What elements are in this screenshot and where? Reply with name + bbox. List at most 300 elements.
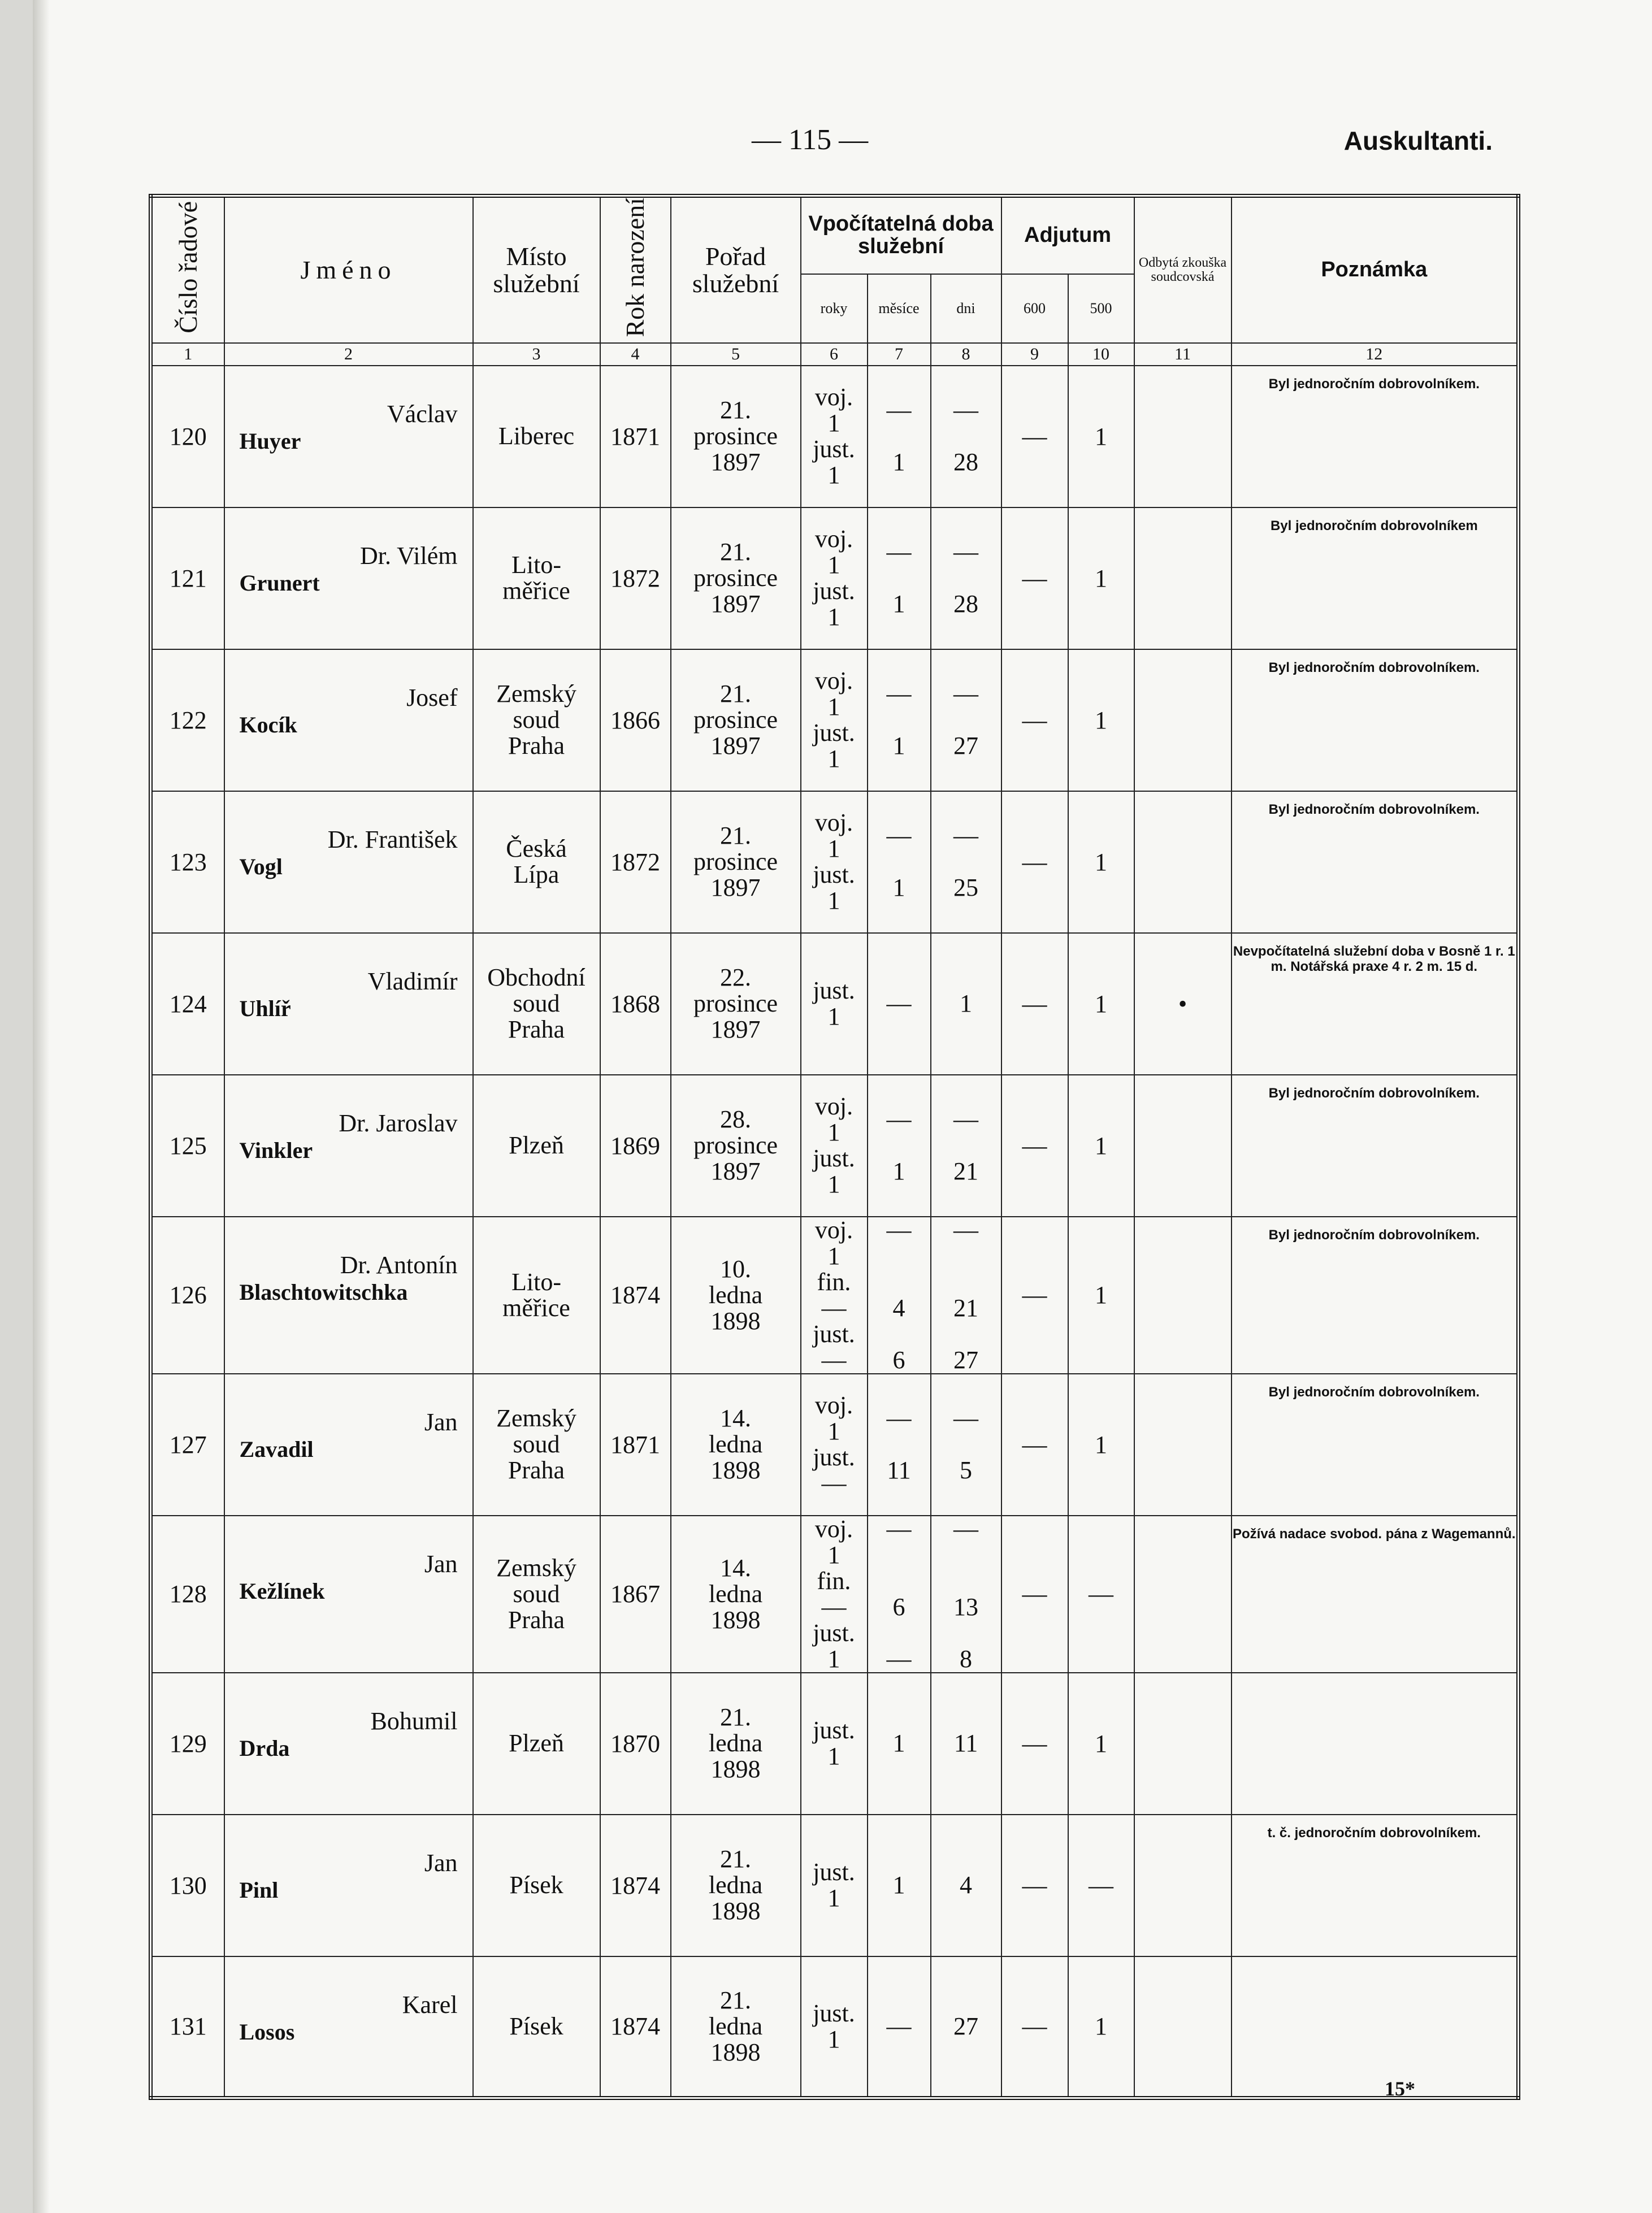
surname: Vogl — [239, 853, 283, 879]
adjutum-600: — — [1001, 1815, 1068, 1956]
name-cell — [224, 791, 473, 933]
given-name: Jan — [424, 1848, 458, 1877]
adjutum-500: 1 — [1068, 791, 1134, 933]
months-cell-line — [868, 849, 930, 875]
months-cell — [868, 1673, 931, 1815]
months-cell-line: — — [886, 822, 912, 850]
adjutum-500: 1 — [1068, 366, 1134, 507]
service-order-cell-line: 1898 — [710, 1897, 761, 1925]
service-order-cell-line: 22. — [720, 964, 751, 992]
place-cell — [473, 1217, 600, 1374]
years-cell-line: 1 — [827, 1170, 840, 1199]
place-cell-line: Lípa — [513, 861, 560, 889]
months-cell — [868, 1516, 931, 1673]
header-roky: roky — [801, 274, 868, 343]
place-cell-line: Lito- — [511, 551, 561, 579]
row-number: 125 — [151, 1075, 224, 1217]
years-cell — [801, 791, 868, 933]
days-cell — [931, 1673, 1001, 1815]
days-cell — [931, 1815, 1001, 1956]
column-number: 11 — [1134, 343, 1232, 366]
exam-cell — [1134, 1075, 1232, 1217]
days-cell-line: — — [953, 1515, 979, 1543]
years-cell-line: 1 — [827, 835, 840, 863]
service-order-cell-line: 1898 — [710, 1307, 761, 1335]
days-cell-line: — — [953, 822, 979, 850]
service-order-cell-line: 28. — [720, 1105, 751, 1134]
days-cell-line: 27 — [953, 1346, 979, 1374]
months-cell-line: — — [886, 1105, 912, 1134]
given-name: Dr. František — [327, 825, 458, 853]
days-cell-line: 21 — [953, 1157, 979, 1186]
days-cell-line: — — [953, 1105, 979, 1134]
surname: Blaschtowitschka — [239, 1279, 408, 1305]
place-cell-line: Praha — [508, 732, 565, 760]
service-order-cell-line: 1897 — [710, 732, 761, 760]
birth-year: 1874 — [600, 1815, 671, 1956]
years-cell-line: 1 — [827, 551, 840, 579]
exam-cell — [1134, 1815, 1232, 1956]
note-cell: t. č. jednoročním dobrovolníkem. — [1232, 1815, 1519, 1956]
years-cell — [801, 1956, 868, 2098]
service-order-cell-line: 1898 — [710, 2038, 761, 2067]
days-cell-line: 8 — [960, 1644, 973, 1673]
years-cell-line: 1 — [827, 1242, 840, 1270]
adjutum-600: — — [1001, 1956, 1068, 2098]
years-cell-line: — — [821, 1294, 847, 1322]
given-name: Dr. Antonín — [340, 1251, 458, 1279]
months-cell-line: 1 — [892, 732, 905, 760]
months-cell — [868, 1075, 931, 1217]
service-order-cell-line: 21. — [720, 538, 751, 566]
note-cell — [1232, 1956, 1519, 2098]
scan-left-strip — [0, 0, 33, 2213]
months-cell-line — [868, 1620, 930, 1646]
service-order-cell-line: 1898 — [710, 1456, 761, 1485]
days-cell-line: 4 — [960, 1871, 973, 1899]
place-cell-line: Zemský — [496, 680, 576, 708]
days-cell-line — [931, 565, 1001, 591]
header-porad-sluzebni: Pořad služební — [671, 196, 801, 343]
place-cell-line: Písek — [509, 2012, 563, 2041]
years-cell-line: 1 — [827, 2025, 840, 2054]
years-cell-line: 1 — [827, 1003, 840, 1031]
service-order-cell — [671, 1516, 801, 1673]
row-number: 131 — [151, 1956, 224, 2098]
note-cell: Byl jednoročním dobrovolníkem. — [1232, 1075, 1519, 1217]
surname: Losos — [239, 2019, 295, 2045]
months-cell-line — [868, 1321, 930, 1347]
birth-year: 1874 — [600, 1217, 671, 1374]
service-order-cell-line: 14. — [720, 1554, 751, 1582]
register-rows — [151, 366, 1519, 2098]
column-number: 6 — [801, 343, 868, 366]
days-cell-line: 11 — [953, 1729, 978, 1758]
name-cell — [224, 1956, 473, 2098]
service-order-cell — [671, 649, 801, 791]
months-cell-line: — — [886, 2012, 912, 2041]
service-order-cell — [671, 1815, 801, 1956]
column-number-row — [151, 343, 1519, 366]
days-cell-line: 5 — [960, 1456, 973, 1485]
exam-cell: • — [1134, 933, 1232, 1075]
given-name: Vladimír — [367, 967, 458, 995]
months-cell-line — [868, 707, 930, 733]
service-order-cell-line: 1898 — [710, 1755, 761, 1784]
adjutum-500: 1 — [1068, 1374, 1134, 1516]
days-cell-line: 28 — [953, 448, 979, 476]
months-cell-line — [868, 1132, 930, 1158]
service-order-cell — [671, 1075, 801, 1217]
service-order-cell-line: ledna — [708, 1430, 763, 1459]
column-number: 9 — [1001, 343, 1068, 366]
service-order-cell — [671, 1217, 801, 1374]
place-cell-line: Česká — [506, 835, 567, 863]
years-cell-line: 1 — [827, 1417, 840, 1446]
service-order-cell-line: 10. — [720, 1255, 751, 1283]
years-cell-line: 1 — [827, 887, 840, 915]
years-cell-line: voj. — [814, 809, 853, 837]
column-number: 5 — [671, 343, 801, 366]
years-cell-line: — — [821, 1593, 847, 1621]
table-row — [151, 1516, 1519, 1673]
service-order-cell-line: 21. — [720, 1703, 751, 1732]
months-cell-line — [868, 565, 930, 591]
surname: Huyer — [239, 428, 301, 454]
years-cell-line: just. — [813, 1858, 855, 1886]
months-cell-line — [868, 1568, 930, 1594]
years-cell-line: voj. — [814, 1092, 853, 1121]
table-row — [151, 649, 1519, 791]
given-name: Dr. Vilém — [359, 541, 458, 570]
years-cell-line: just. — [813, 435, 855, 463]
given-name: Václav — [387, 400, 458, 428]
days-cell — [931, 791, 1001, 933]
exam-cell — [1134, 507, 1232, 649]
months-cell-line — [868, 423, 930, 449]
months-cell-line — [868, 1243, 930, 1269]
note-cell: Byl jednoročním dobrovolníkem. — [1232, 1374, 1519, 1516]
service-order-cell-line: 21. — [720, 1986, 751, 2015]
years-cell-line: voj. — [814, 1391, 853, 1420]
days-cell-line — [931, 1568, 1001, 1594]
service-order-cell-line: 1898 — [710, 1605, 761, 1634]
place-cell — [473, 791, 600, 933]
adjutum-600: — — [1001, 933, 1068, 1075]
place-cell-line: soud — [513, 706, 560, 734]
exam-cell — [1134, 791, 1232, 933]
years-cell-line: voj. — [814, 1216, 853, 1244]
table-row — [151, 933, 1519, 1075]
adjutum-600: — — [1001, 1374, 1068, 1516]
months-cell — [868, 1374, 931, 1516]
given-name: Jan — [424, 1550, 458, 1578]
place-cell-line: soud — [513, 1580, 560, 1608]
days-cell-line: — — [953, 396, 979, 424]
service-order-cell-line: 21. — [720, 396, 751, 424]
days-cell — [931, 933, 1001, 1075]
adjutum-500: — — [1068, 1516, 1134, 1673]
service-order-cell-line: ledna — [708, 1281, 763, 1309]
given-name: Dr. Jaroslav — [339, 1109, 458, 1137]
service-order-cell-line: ledna — [708, 1871, 763, 1899]
months-cell-line: — — [886, 680, 912, 708]
days-cell-line: — — [953, 1404, 979, 1433]
note-cell: Požívá nadace svobod. pána z Wagemannů. — [1232, 1516, 1519, 1673]
service-order-cell-line: 21. — [720, 680, 751, 708]
years-cell — [801, 933, 868, 1075]
months-cell — [868, 507, 931, 649]
service-order-cell — [671, 933, 801, 1075]
days-cell-line — [931, 423, 1001, 449]
years-cell-line: voj. — [814, 667, 853, 695]
days-cell — [931, 366, 1001, 507]
row-number: 127 — [151, 1374, 224, 1516]
surname: Drda — [239, 1735, 290, 1761]
adjutum-500: 1 — [1068, 649, 1134, 791]
table-row — [151, 1956, 1519, 2098]
table-row — [151, 1673, 1519, 1815]
days-cell-line: 13 — [953, 1593, 979, 1621]
note-cell: Byl jednoročním dobrovolníkem. — [1232, 1217, 1519, 1374]
given-name: Bohumil — [370, 1707, 458, 1735]
service-order-cell-line: 21. — [720, 822, 751, 850]
months-cell — [868, 366, 931, 507]
years-cell-line: 1 — [827, 693, 840, 721]
years-cell-line: voj. — [814, 525, 853, 553]
months-cell-line: — — [886, 1216, 912, 1244]
months-cell-line: 11 — [887, 1456, 911, 1485]
adjutum-500: 1 — [1068, 1673, 1134, 1815]
years-cell-line: — — [821, 1469, 847, 1498]
months-cell-line: 1 — [892, 1729, 905, 1758]
years-cell-line: just. — [813, 977, 855, 1005]
row-number: 121 — [151, 507, 224, 649]
years-cell-line: just. — [813, 1144, 855, 1173]
column-number: 1 — [151, 343, 224, 366]
header-adjutum-500: 500 — [1068, 274, 1134, 343]
days-cell-line — [931, 849, 1001, 875]
service-order-cell-line: 1897 — [710, 448, 761, 476]
name-cell — [224, 507, 473, 649]
years-cell — [801, 1516, 868, 1673]
surname: Uhlíř — [239, 995, 291, 1021]
table-row — [151, 1217, 1519, 1374]
header-dni: dni — [931, 274, 1001, 343]
exam-cell — [1134, 1956, 1232, 2098]
adjutum-500: 1 — [1068, 1217, 1134, 1374]
days-cell-line — [931, 1431, 1001, 1457]
note-cell: Byl jednoročním dobrovolníkem. — [1232, 649, 1519, 791]
birth-year: 1868 — [600, 933, 671, 1075]
days-cell-line: — — [953, 1216, 979, 1244]
place-cell-line: Plzeň — [509, 1729, 564, 1758]
service-order-cell — [671, 1374, 801, 1516]
header-group-service: Vpočítatelná doba služební — [801, 196, 1001, 274]
header-odbyta-zkouska: Odbytá zkouška soudcovská — [1134, 196, 1232, 343]
note-cell: Byl jednoročním dobrovolníkem — [1232, 507, 1519, 649]
days-cell — [931, 1374, 1001, 1516]
years-cell-line: 1 — [827, 1118, 840, 1147]
header-misto-sluzebni: Místo služební — [473, 196, 600, 343]
place-cell-line: Písek — [509, 1871, 563, 1899]
years-cell-line: 1 — [827, 409, 840, 437]
adjutum-600: — — [1001, 1075, 1068, 1217]
years-cell-line: voj. — [814, 1515, 853, 1543]
birth-year: 1872 — [600, 791, 671, 933]
row-number: 120 — [151, 366, 224, 507]
service-order-cell — [671, 507, 801, 649]
birth-year: 1870 — [600, 1673, 671, 1815]
years-cell — [801, 1075, 868, 1217]
name-cell — [224, 1374, 473, 1516]
service-order-cell-line: prosince — [693, 564, 778, 592]
header-cislo-radove: Číslo řadové — [151, 196, 224, 343]
years-cell-line: 1 — [827, 603, 840, 631]
place-cell-line: Praha — [508, 1456, 565, 1485]
adjutum-600: — — [1001, 366, 1068, 507]
adjutum-600: — — [1001, 1217, 1068, 1374]
row-number: 126 — [151, 1217, 224, 1374]
column-number: 10 — [1068, 343, 1134, 366]
table-row — [151, 1374, 1519, 1516]
place-cell — [473, 649, 600, 791]
service-order-cell-line: 1897 — [710, 1016, 761, 1044]
years-cell-line: just. — [813, 1618, 855, 1647]
months-cell-line: 1 — [892, 590, 905, 618]
exam-cell — [1134, 1673, 1232, 1815]
service-order-cell-line: ledna — [708, 1729, 763, 1758]
service-order-cell — [671, 1673, 801, 1815]
service-order-cell-line: 1897 — [710, 874, 761, 902]
years-cell-line: just. — [813, 861, 855, 889]
years-cell-line: 1 — [827, 745, 840, 773]
service-order-cell-line: prosince — [693, 848, 778, 876]
adjutum-600: — — [1001, 1516, 1068, 1673]
header-rok-narozeni: Rok narození — [600, 196, 671, 343]
years-cell — [801, 649, 868, 791]
column-number: 12 — [1232, 343, 1519, 366]
service-order-cell — [671, 791, 801, 933]
months-cell-line — [868, 1431, 930, 1457]
service-order-cell-line: 21. — [720, 1845, 751, 1873]
months-cell-line: — — [886, 990, 912, 1018]
row-number: 130 — [151, 1815, 224, 1956]
place-cell-line: soud — [513, 990, 560, 1018]
days-cell-line — [931, 1132, 1001, 1158]
days-cell-line — [931, 1321, 1001, 1347]
place-cell — [473, 1815, 600, 1956]
page-number: — 115 — — [752, 124, 869, 156]
months-cell-line — [868, 1269, 930, 1295]
service-order-cell-line: prosince — [693, 1131, 778, 1160]
months-cell-line: 1 — [892, 448, 905, 476]
years-cell-line: 1 — [827, 1742, 840, 1771]
service-order-cell-line: ledna — [708, 1580, 763, 1608]
months-cell — [868, 933, 931, 1075]
place-cell-line: Zemský — [496, 1554, 576, 1582]
years-cell — [801, 366, 868, 507]
birth-year: 1867 — [600, 1516, 671, 1673]
name-cell — [224, 1217, 473, 1374]
place-cell-line: Lito- — [511, 1268, 561, 1296]
exam-cell — [1134, 1374, 1232, 1516]
years-cell — [801, 507, 868, 649]
exam-cell — [1134, 366, 1232, 507]
header-poznamka: Poznámka — [1232, 196, 1519, 343]
table-row — [151, 507, 1519, 649]
column-number: 4 — [600, 343, 671, 366]
adjutum-600: — — [1001, 791, 1068, 933]
place-cell — [473, 1516, 600, 1673]
years-cell-line: just. — [813, 719, 855, 747]
row-number: 128 — [151, 1516, 224, 1673]
days-cell-line: 21 — [953, 1294, 979, 1322]
days-cell — [931, 649, 1001, 791]
place-cell — [473, 366, 600, 507]
header-jmeno: Jméno — [224, 196, 473, 343]
birth-year: 1866 — [600, 649, 671, 791]
adjutum-500: 1 — [1068, 933, 1134, 1075]
table-row — [151, 1075, 1519, 1217]
given-name: Josef — [406, 683, 458, 711]
service-order-cell — [671, 1956, 801, 2098]
place-cell-line: soud — [513, 1430, 560, 1459]
adjutum-600: — — [1001, 507, 1068, 649]
given-name: Jan — [424, 1408, 458, 1436]
months-cell-line: — — [886, 538, 912, 566]
months-cell-line: — — [886, 1515, 912, 1543]
years-cell-line: just. — [813, 1443, 855, 1472]
months-cell-line: — — [886, 1404, 912, 1433]
row-number: 122 — [151, 649, 224, 791]
place-cell-line: Obchodní — [487, 964, 586, 992]
place-cell — [473, 1956, 600, 2098]
months-cell-line: — — [886, 1644, 912, 1673]
months-cell-line: 4 — [892, 1294, 905, 1322]
exam-cell — [1134, 1516, 1232, 1673]
birth-year: 1869 — [600, 1075, 671, 1217]
days-cell-line: — — [953, 538, 979, 566]
years-cell-line: fin. — [817, 1268, 851, 1296]
service-order-cell-line: prosince — [693, 990, 778, 1018]
name-cell — [224, 1673, 473, 1815]
months-cell-line: 1 — [892, 1157, 905, 1186]
header-mesice: měsíce — [868, 274, 931, 343]
months-cell — [868, 1956, 931, 2098]
years-cell-line: 1 — [827, 1644, 840, 1673]
service-order-cell-line: prosince — [693, 422, 778, 450]
months-cell-line: 1 — [892, 874, 905, 902]
days-cell-line — [931, 1269, 1001, 1295]
birth-year: 1872 — [600, 507, 671, 649]
birth-year: 1871 — [600, 1374, 671, 1516]
surname: Kocík — [239, 711, 297, 737]
days-cell-line: 27 — [953, 2012, 979, 2041]
column-number: 2 — [224, 343, 473, 366]
name-cell — [224, 366, 473, 507]
adjutum-600: — — [1001, 649, 1068, 791]
place-cell-line: měřice — [502, 1294, 570, 1322]
note-cell: Nevpočítatelná služební doba v Bosně 1 r. 1 m. Notářská praxe 4 r. 2 m. 15 d. — [1232, 933, 1519, 1075]
adjutum-500: 1 — [1068, 1075, 1134, 1217]
days-cell-line: 25 — [953, 874, 979, 902]
place-cell-line: Plzeň — [509, 1131, 564, 1160]
place-cell-line: Zemský — [496, 1404, 576, 1433]
days-cell-line — [931, 707, 1001, 733]
table-row — [151, 791, 1519, 933]
years-cell-line: 1 — [827, 1884, 840, 1912]
